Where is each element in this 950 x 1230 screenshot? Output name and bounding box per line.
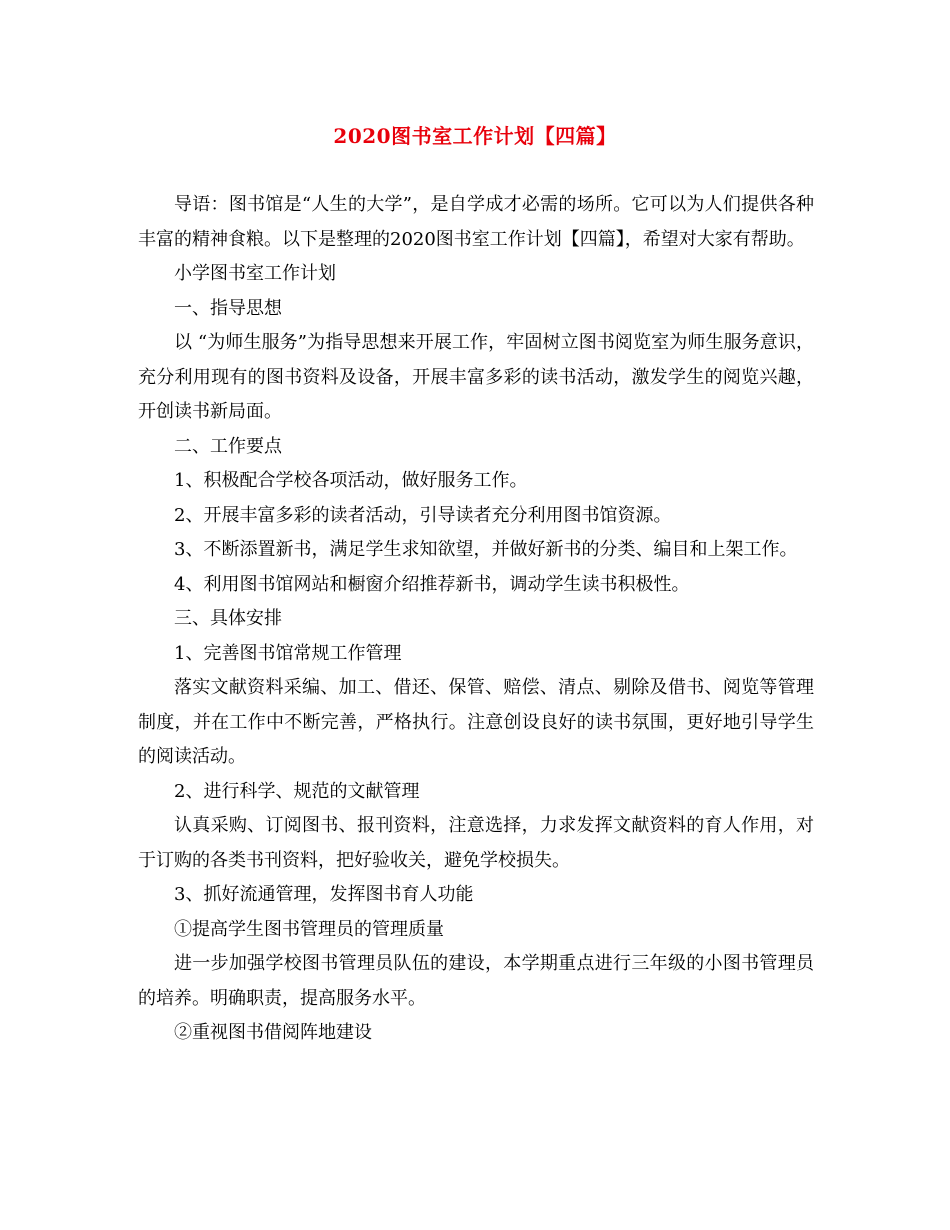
- list-item: 1、积极配合学校各项活动，做好服务工作。: [174, 470, 528, 491]
- paragraph: 以 “为师生服务”为指导思想来开展工作，牢固树立图书阅览室为师生服务意识，充分利用现有的图书资料及设备，开展丰富多彩的读书活动，激发学生的阅览兴趣，开创读书新局面。: [138, 332, 814, 422]
- heading-specific-arrangements: 三、具体安排: [174, 608, 282, 629]
- paragraph: 认真采购、订阅图书、报刊资料，注意选择，力求发挥文献资料的育人作用，对于订购的各类书刊资料，把好验收关，避免学校损失。: [138, 815, 814, 871]
- subheading: 3、抓好流通管理，发挥图书育人功能: [174, 884, 474, 905]
- list-item: 2、开展丰富多彩的读者活动，引导读者充分利用图书馆资源。: [174, 504, 672, 526]
- subheading: 2、进行科学、规范的文献管理: [174, 780, 420, 802]
- intro-paragraph: 导语：图书馆是“人生的大学”，是自学成才必需的场所。它可以为人们提供各种丰富的精神食粮。以下是整理的2020图书室工作计划【四篇】，希望对大家有帮助。: [138, 194, 814, 250]
- heading-work-points: 二、工作要点: [174, 435, 282, 457]
- heading-guiding-thought: 一、指导思想: [174, 297, 282, 319]
- subheading: ②重视图书借阅阵地建设: [174, 1022, 372, 1043]
- list-item: 3、不断添置新书，满足学生求知欲望，并做好新书的分类、编目和上架工作。: [174, 539, 798, 560]
- paragraph: 进一步加强学校图书管理员队伍的建设，本学期重点进行三年级的小图书管理员的培养。明确职责，提高服务水平。: [138, 953, 814, 1009]
- list-item: 4、利用图书馆网站和橱窗介绍推荐新书，调动学生读书积极性。: [174, 573, 690, 595]
- paragraph: 落实文献资料采编、加工、借还、保管、赔偿、清点、剔除及借书、阅览等管理制度，并在工作中不断完善，严格执行。注意创设良好的读书氛围，更好地引导学生的阅读活动。: [138, 677, 814, 767]
- section-title: 小学图书室工作计划: [174, 263, 336, 284]
- document-body: [138, 188, 814, 1051]
- subheading: ①提高学生图书管理员的管理质量: [174, 918, 444, 940]
- document-title: 2020图书室工作计划【四篇】: [333, 124, 617, 148]
- subheading: 1、完善图书馆常规工作管理: [174, 642, 402, 664]
